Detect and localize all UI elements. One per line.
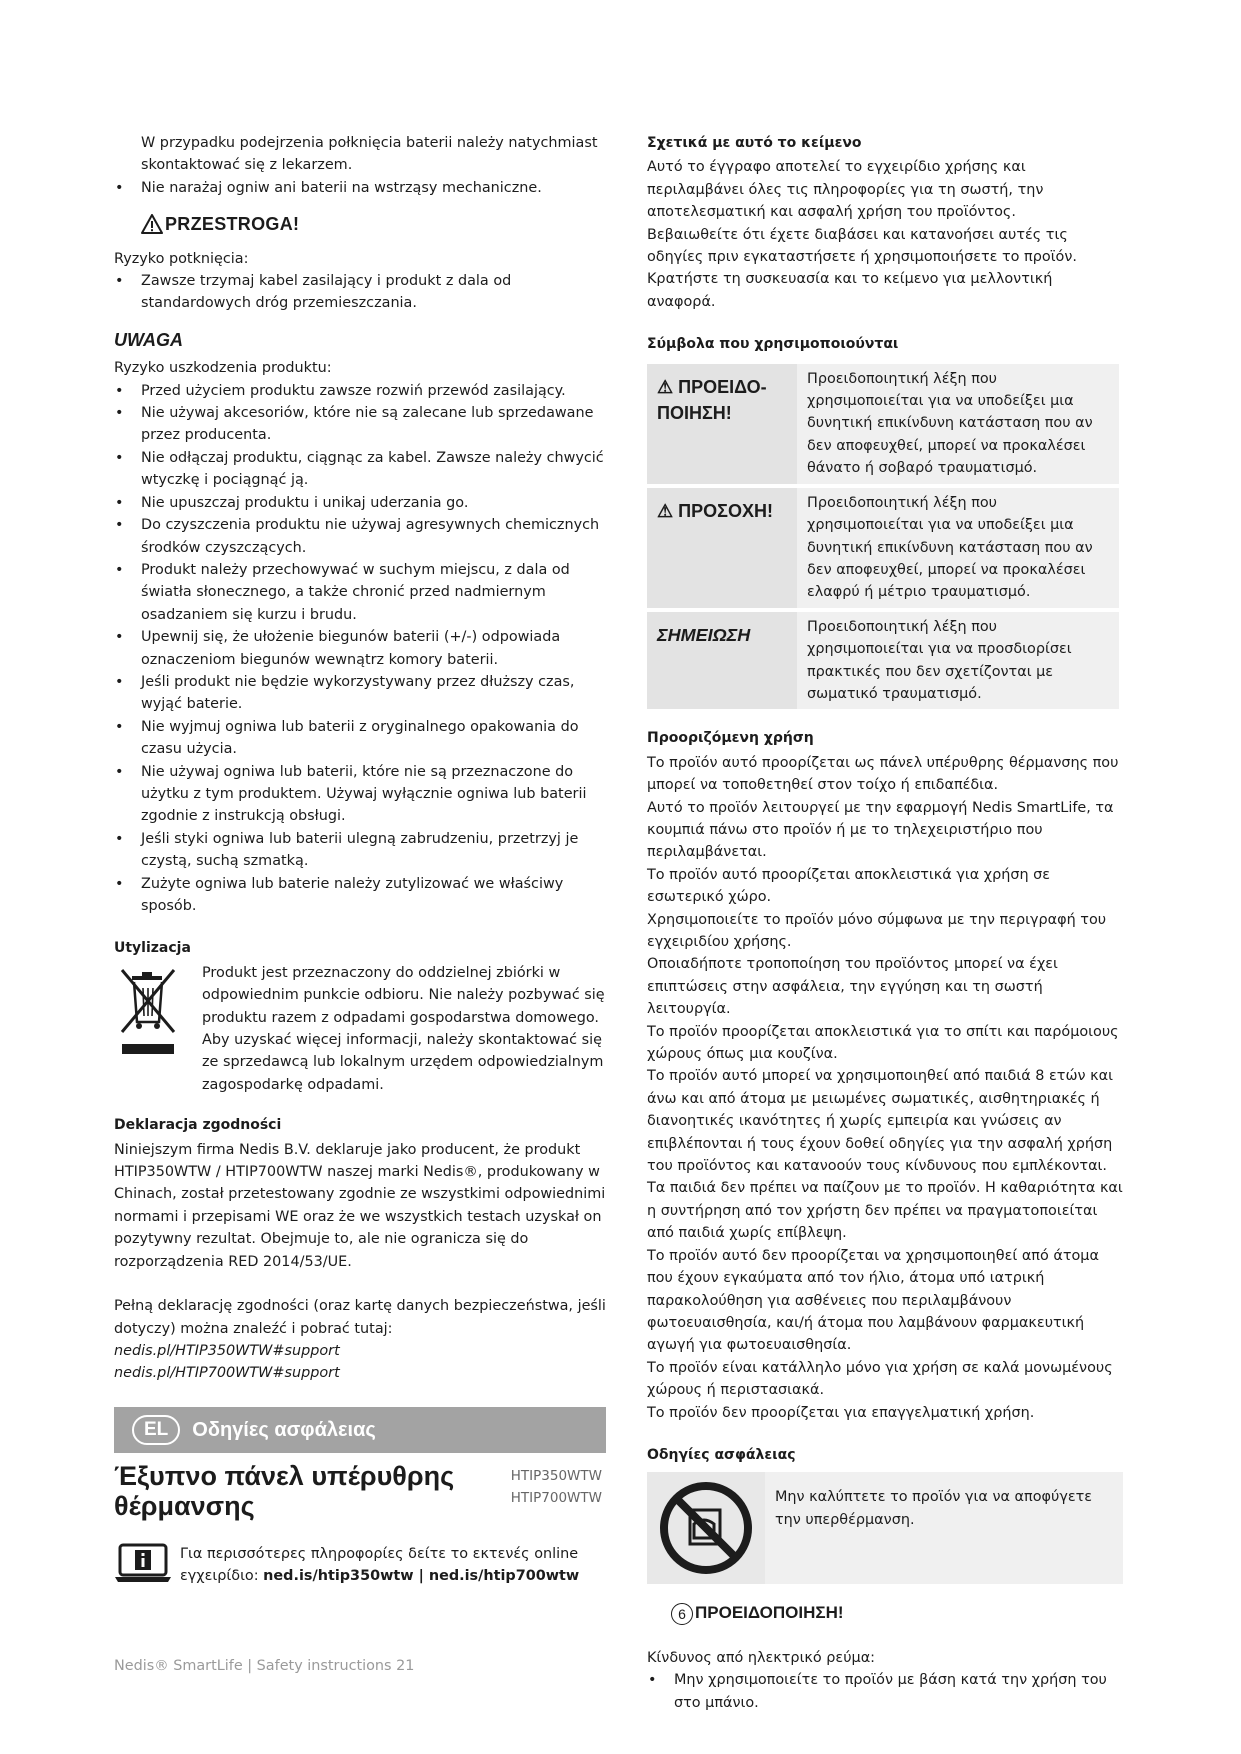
list-item: • Produkt należy przechowywać w suchym miejscu, z dala od światła słonecznego, a także chronić przed nadmiernym osadzaniem się kurzu i brudu. [114,559,606,626]
about-text-2: Βεβαιωθείτε ότι έχετε διαβάσει και κατανοήσει αυτές τις οδηγίες πριν εγκαταστήσετε ή χρησιμοποιήσετε το προϊόν. Κρατήστε τη συσκευασία και το κείμενο για μελλοντική αναφορά. [647,226,1077,310]
caution-risk: Ryzyko potknięcia: [114,250,249,267]
battery-swallow-note: W przypadku podejrzenia połknięcia baterii należy natychmiast skontaktować się z lekarzem. [141,135,598,174]
banner-title: Οδηγίες ασφάλειας [192,1418,376,1441]
list-item: • Zużyte ogniwa lub baterie należy zutylizować we właściwy sposób. [114,873,606,918]
warning-risk: Κίνδυνος από ηλεκτρικό ρεύμα: [647,1649,876,1666]
number-six-icon: 6 [671,1603,693,1625]
product-header [114,1461,606,1521]
disposal-section [114,962,606,1096]
page-footer: Nedis® SmartLife | Safety instructions 21 [114,1658,415,1674]
list-item: • Upewnij się, że ułożenie biegunów baterii (+/-) odpowiada oznaczeniom biegunów wewnątrz komory baterii. [114,626,606,671]
warning-triangle-icon [141,214,163,234]
notice-heading: UWAGA [114,329,183,350]
warning-heading: 6 ΠΡΟΕΙΔΟΠΟΙΗΣΗ! [671,1602,1125,1624]
list-item: • Nie wyjmuj ogniwa lub baterii z oryginalnego opakowania do czasu użycia. [114,716,606,761]
safety-title: Οδηγίες ασφάλειας [647,1446,796,1463]
list-item: • Nie używaj akcesoriów, które nie są zalecane lub sprzedawane przez producenta. [114,402,606,447]
product-name: Έξυπνο πάνελ υπέρυθρης θέρμανσης [114,1460,455,1521]
warning-triangle-icon: ⚠ [657,500,674,521]
crossed-bin-icon [114,962,202,1096]
language-banner [114,1407,606,1453]
declaration-title: Deklaracja zgodności [114,1117,282,1134]
do-not-cover-icon [647,1472,765,1584]
support-link-350[interactable]: nedis.pl/HTIP350WTW#support [114,1342,340,1359]
symbol-caution-label: ⚠ ΠΡΟΣΟΧΗ! [647,488,797,608]
declaration-full: Pełną deklarację zgodności (oraz kartę danych bezpieczeństwa, jeśli dotyczy) można znaleźć i pobrać tutaj: [114,1298,606,1337]
list-item: • Nie używaj ogniwa lub baterii, które nie są przeznaczone do użytku z tym produktem. Używaj wyłącznie ogniwa lub baterii zgodnie z instrukcją obsługi. [114,761,606,828]
list-item: • Nie odłączaj produktu, ciągnąc za kabel. Zawsze należy chwycić wtyczkę i pociągnąć ją. [114,447,606,492]
intended-use-title: Προοριζόμενη χρήση [647,730,814,747]
list-item: • Μην χρησιμοποιείτε το προϊόν με βάση κατά την χρήση του στο μπάνιο. [647,1669,1125,1714]
table-row [647,364,1119,484]
symbol-note-desc: Προειδοποιητική λέξη που χρησιμοποιείται για να προσδιορίσει πρακτικές που δεν σχετίζονται με σωματικό τραυματισμό. [797,612,1119,710]
right-column [647,132,1125,1714]
language-badge: EL [132,1415,180,1445]
about-title: Σχετικά με αυτό το κείμενο [647,135,862,151]
notice-risk: Ryzyko uszkodzenia produktu: [114,360,332,377]
symbols-title: Σύμβολα που χρησιμοποιούνται [647,336,899,353]
caution-heading: PRZESTROGA! [141,213,606,235]
about-text-1: Αυτό το έγγραφο αποτελεί το εγχειρίδιο χρήσης και περιλαμβάνει όλες τις πληροφορίες για τη σωστή, την αποτελεσματική και ασφαλή χρήση του προϊόντος. [647,159,1044,221]
declaration-text: Niniejszym firma Nedis B.V. deklaruje jako producent, że produkt HTIP350WTW / HTIP700WTW naszej marki Nedis®, produkowany w Chinach, został przetestowany zgodnie ze wszystkimi odpowiednimi normami i przepisami WE oraz że we wszystkich testach uzyskał on pozytywny rezultat. Obejmuje to, ale nie ogranicza się do rozporządzenia RED 2014/53/UE. [114,1141,606,1270]
manual-links[interactable]: ned.is/htip350wtw | ned.is/htip700wtw [263,1568,580,1585]
support-link-700[interactable]: nedis.pl/HTIP700WTW#support [114,1365,340,1382]
model-numbers: HTIP350WTW HTIP700WTW [510,1467,602,1506]
intended-use-text: Το προϊόν αυτό προορίζεται ως πάνελ υπέρυθρης θέρμανσης που μπορεί να τοποθετηθεί στον τοίχο ή επιδαπέδια. Αυτό το προϊόν λειτουργεί με την εφαρμογή Nedis SmartLife, τα κουμπιά πάνω στο προϊόν ή με το τηλεχειριστήριο που περιλαμβάνεται. Το προϊόν αυτό προορίζεται αποκλειστικά για χρήση σε εσωτερικό χώρο. Χρησιμοποιείτε το προϊόν μόνο σύμφωνα με την περιγραφή του εγχειριδίου χρήσης. Οποιαδήποτε τροποποίηση του προϊόντος μπορεί να έχει επιπτώσεις στην ασφάλεια, την εγγύηση και τη σωστή λειτουργία. Το προϊόν προορίζεται αποκλειστικά για το σπίτι και παρόμοιους χώρους όπως μια κουζίνα. Το προϊόν αυτό μπορεί να χρησιμοποιηθεί από παιδιά 8 ετών και άνω και από άτομα με μειωμένες σωματικές, αισθητηριακές ή διανοητικές ικανότητες ή χωρίς εμπειρία και γνώσεις αν επιβλέπονται ή τους έχουν δοθεί οδηγίες για την ασφαλή χρήση του προϊόντος και κατανοούν τους κίνδυνους που εμπλέκονται. Τα παιδιά δεν πρέπει να παίζουν με το προϊόν. Η καθαριότητα και η συντήρηση από τον χρήστη δεν πρέπει να πραγματοποιείται από παιδιά χωρίς επίβλεψη. Το προϊόν αυτό δεν προορίζεται να χρησιμοποιηθεί από άτομα που έχουν εγκαύματα από τον ήλιο, άτομα υπό ιατρική παρακολούθηση για ασθένειες που περιλαμβάνουν φωτοευαισθησία, και/ή άτομα που λαμβάνουν φαρμακευτική αγωγή για φωτοευαισθησία. Το προϊόν είναι κατάλληλο μόνο για χρήση σε καλά μονωμένους χώρους ή περιστασιακά. Το προϊόν δεν προορίζεται για επαγγελματική χρήση. [647,754,1123,1421]
disposal-title: Utylizacja [114,940,191,957]
list-item: • Nie upuszczaj produktu i unikaj uderzania go. [114,492,606,514]
list-item: • Jeśli produkt nie będzie wykorzystywany przez dłuższy czas, wyjąć baterie. [114,671,606,716]
list-item: • Przed użyciem produktu zawsze rozwiń przewód zasilający. [114,380,606,402]
list-item: • Do czyszczenia produktu nie używaj agresywnych chemicznych środków czyszczących. [114,514,606,559]
manual-text: Για περισσότερες πληροφορίες δείτε το εκτενές online εγχειρίδιο: [180,1545,579,1585]
symbol-warning-label: ⚠ ΠΡΟΕΙΔΟ-ΠΟΙΗΣΗ! [647,364,797,484]
list-item: • Jeśli styki ogniwa lub baterii ulegną zabrudzeniu, przetrzyj je czystą, suchą szmatką. [114,828,606,873]
list-item: • Zawsze trzymaj kabel zasilający i produkt z dala od standardowych dróg przemieszczania. [114,270,606,315]
online-manual-note [114,1543,606,1590]
table-row [647,612,1119,710]
symbol-caution-desc: Προειδοποιητική λέξη που χρησιμοποιείται για να υποδείξει μια δυνητική επικίνδυνη κατάσταση που αν δεν αποφευχθεί, μπορεί να προκαλέσει ελαφρύ ή μέτριο τραυματισμό. [797,488,1119,608]
intro-bullets [114,177,606,199]
warning-bullets [647,1669,1125,1714]
no-cover-notice [647,1472,1123,1584]
warning-triangle-icon: ⚠ [657,376,674,397]
left-column [114,132,606,1590]
no-cover-text: Μην καλύπτετε το προϊόν για να αποφύγετε την υπερθέρμανση. [775,1489,1093,1528]
symbols-table [647,360,1119,714]
notice-bullets [114,380,606,918]
laptop-info-icon [114,1543,180,1590]
symbol-note-label: ΣΗΜΕΙΩΣΗ [647,612,797,710]
caution-bullets [114,270,606,315]
list-item: • Nie narażaj ogniw ani baterii na wstrząsy mechaniczne. [114,177,606,199]
symbol-warning-desc: Προειδοποιητική λέξη που χρησιμοποιείται για να υποδείξει μια δυνητική επικίνδυνη κατάσταση που αν δεν αποφευχθεί, μπορεί να προκαλέσει θάνατο ή σοβαρό τραυματισμό. [797,364,1119,484]
disposal-text: Produkt jest przeznaczony do oddzielnej zbiórki w odpowiednim punkcie odbioru. Nie należy pozbywać się produktu razem z odpadami gospodarstwa domowego. Aby uzyskać więcej informacji, należy skontaktować się ze sprzedawcą lub lokalnym urzędem odpowiedzialnym zagospodarkę odpadami. [202,964,605,1093]
table-row [647,488,1119,608]
